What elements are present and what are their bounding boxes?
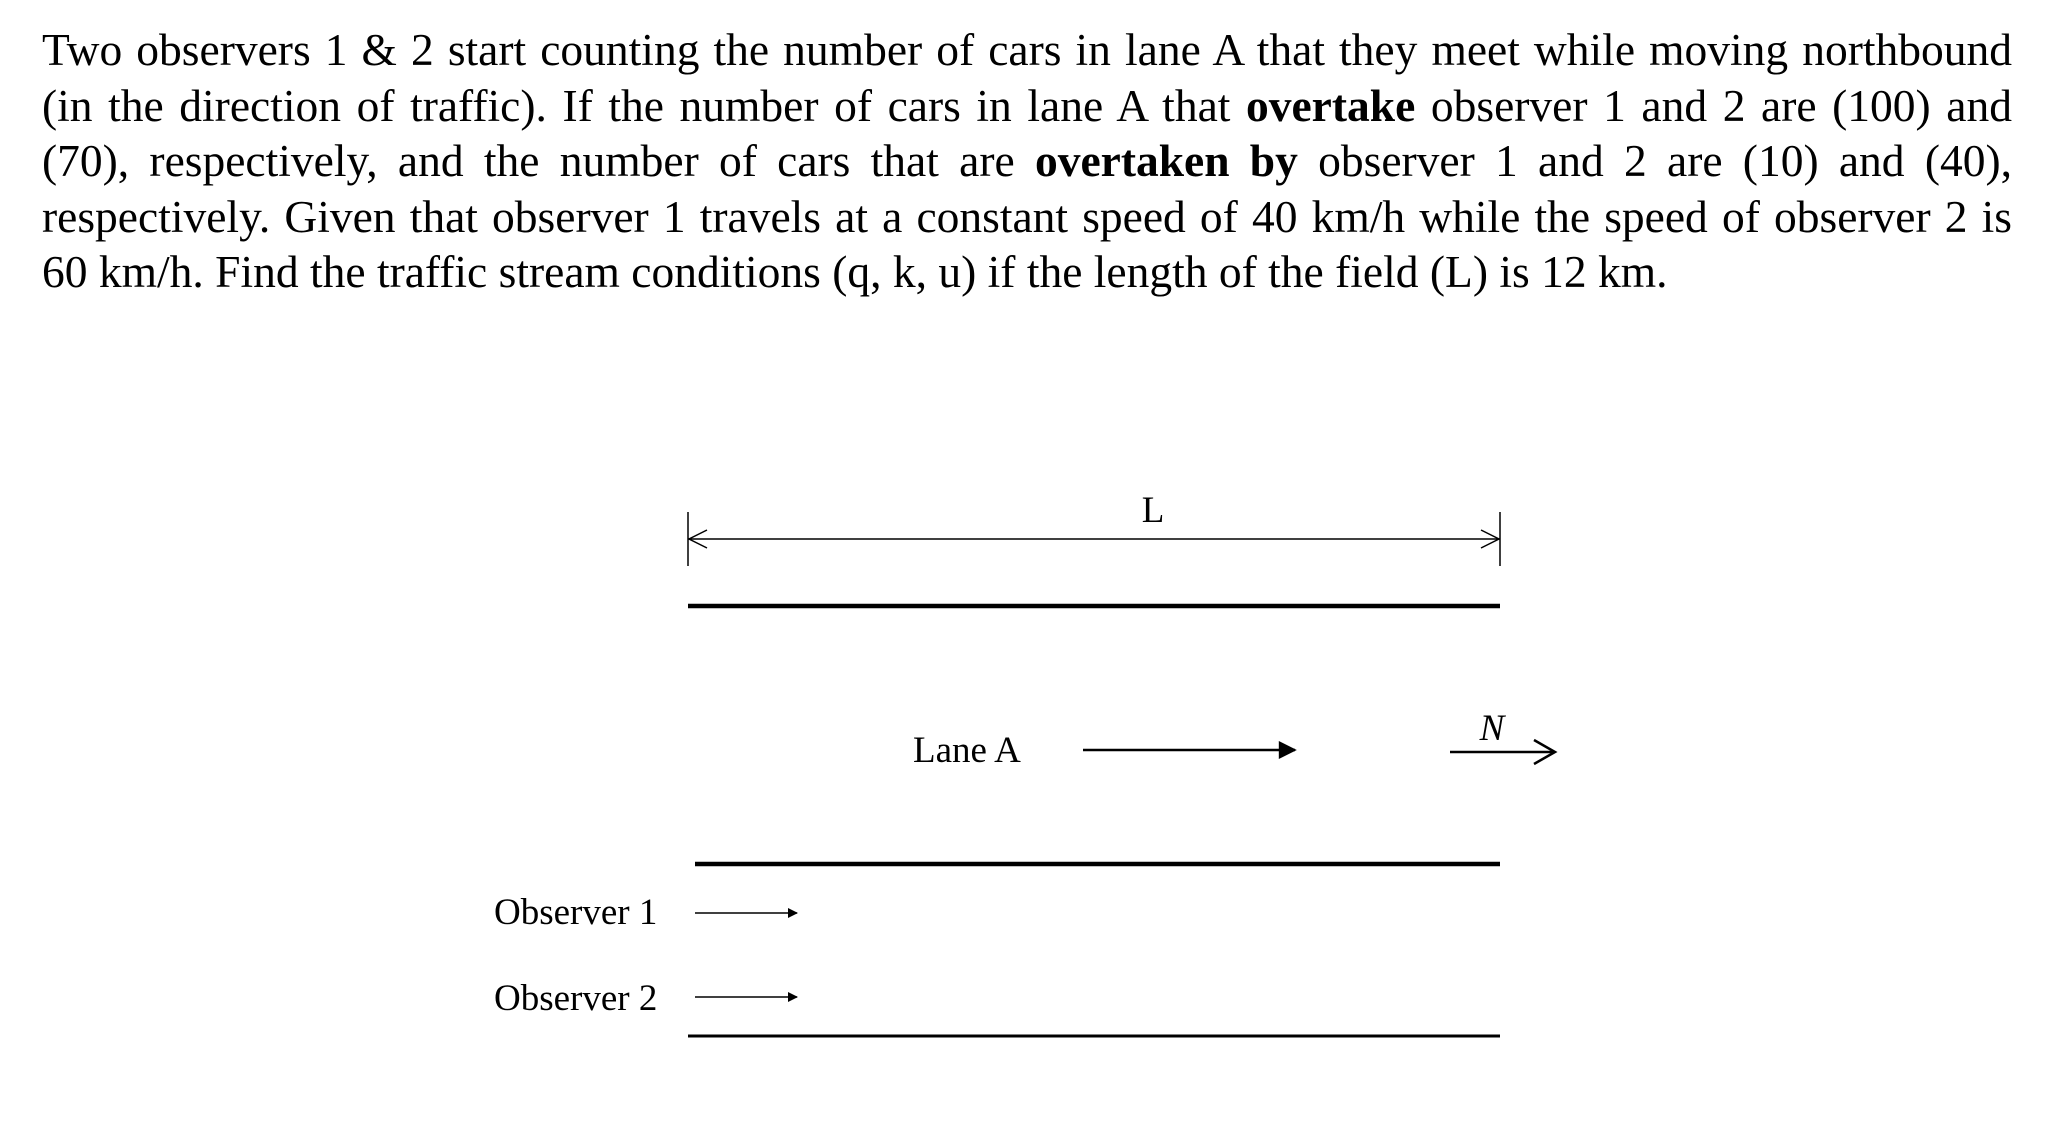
length-dimension xyxy=(688,490,1500,566)
length-label: L xyxy=(1141,490,1165,531)
lane-label: Lane A xyxy=(913,730,1021,771)
problem-text-part-2: observer 1 and 2 are (100) and (70), respectively, and the number of cars that are xyxy=(42,79,2012,186)
problem-text-part-3: observer 1 and 2 are (10) and (40), respectively. Given that observer 1 travels at a constant speed of 40 km/h while the speed of observer 2 is 60 km/h. Find the traffic stream conditions (q, k, u) if the length of the field (L) is 12 km. xyxy=(42,135,2012,297)
observer1-label: Observer 1 xyxy=(494,892,658,933)
keyword-overtaken-by: overtaken by xyxy=(1034,135,1298,186)
observer2-label: Observer 2 xyxy=(494,978,658,1019)
north-arrow-icon xyxy=(1450,708,1555,764)
north-label: N xyxy=(1479,708,1505,749)
problem-text-part-1: Two observers 1 & 2 start counting the number of cars in lane A that they meet while moving northbound (in the direction of traffic). If the number of cars in lane A that xyxy=(42,24,2012,131)
keyword-overtake: overtake xyxy=(1245,79,1416,131)
